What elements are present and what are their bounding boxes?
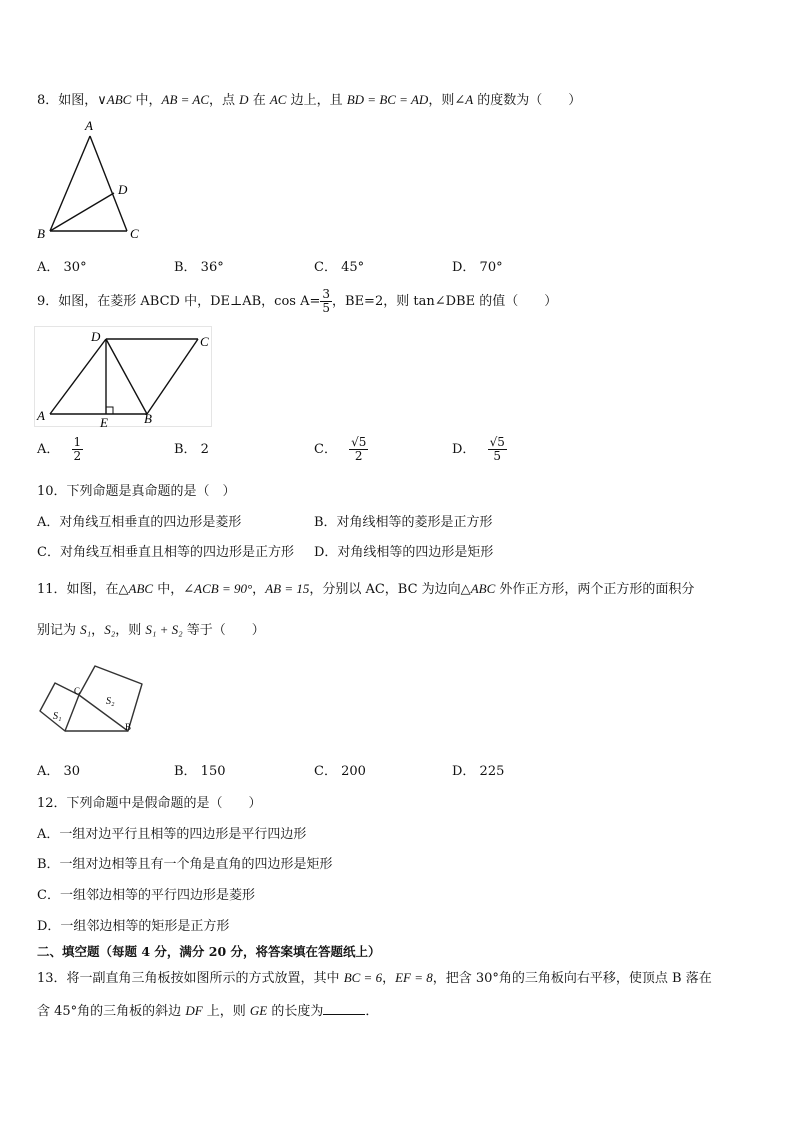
q11-angle-acb: ∠ACB = 90°	[183, 581, 253, 596]
q11-s1: S₁	[80, 622, 92, 637]
q8-stem-text: 边上，且	[286, 93, 347, 108]
q11-stem-text: ，	[252, 582, 266, 597]
q13-stem-line2	[37, 1000, 378, 1019]
q11-sum-expression: S₁ + S₂	[145, 622, 183, 637]
q8-label-d: D	[118, 182, 128, 197]
q8-triangle-figure	[30, 114, 150, 244]
q12-option-b: B．一组对边相等且有一个角是直角的四边形是矩形	[37, 857, 333, 872]
q8-label-b: B	[37, 226, 45, 241]
q11-option-c: C． 200	[314, 764, 366, 779]
q13-stem-text: ，	[382, 971, 396, 986]
q13-stem-text: ，把含 30°角的三角板向右平移，使顶点 B 落在	[432, 971, 712, 986]
q11-stem-text: ，分别以 AC，BC 为边向△	[309, 582, 471, 597]
q9-cos-fraction	[320, 288, 332, 315]
q11-ab-length: AB = 15	[265, 581, 310, 596]
q10-option-b: B．对角线相等的菱形是正方形	[314, 515, 493, 530]
q13-stem-text: 上，则	[202, 1004, 250, 1019]
q9-option-d-fraction	[488, 436, 507, 463]
q9-option-d-numerator: √5	[489, 435, 505, 449]
q13-segment-df: DF	[185, 1003, 203, 1018]
q13-bc-length: BC = 6	[343, 970, 383, 985]
q9-label-b: B	[144, 411, 152, 426]
q11-squares-figure	[36, 660, 148, 740]
q11-s2: S₂	[104, 622, 116, 637]
q8-option-d: D． 70°	[452, 260, 503, 275]
q9-option-c-numerator: √5	[351, 435, 367, 449]
q11-stem-text: 等于（ ）	[182, 623, 265, 638]
q11-option-d: D． 225	[452, 764, 505, 779]
q13-stem-text: 含 45°角的三角板的斜边	[37, 1004, 186, 1019]
q9-stem-text: 9．如图，在菱形 ABCD 中，DE⊥AB，	[37, 294, 275, 309]
q11-stem-text: 别记为	[37, 623, 81, 638]
q8-segment-ac: AC	[269, 92, 287, 107]
q13-answer-blank[interactable]	[323, 1002, 365, 1015]
q9-label-e: E	[100, 415, 108, 430]
q9-cos-label: cos A=	[274, 294, 321, 309]
q9-rhombus-figure	[34, 326, 216, 430]
q8-equation-bd-bc-ad: BD = BC = AD	[346, 92, 429, 107]
q9-stem-text: ，BE=2，则 tan∠DBE 的值（ ）	[332, 294, 558, 309]
q13-stem-text: 的长度为	[267, 1004, 324, 1019]
q8-stem-text: ，则∠	[428, 93, 466, 108]
q9-option-d-prefix: D．	[452, 442, 476, 457]
q10-option-c: C．对角线互相垂直且相等的四边形是正方形	[37, 545, 294, 560]
q11-label-s2: S₂	[106, 696, 115, 707]
q8-stem-text: 8．如图，	[37, 93, 98, 108]
q12-option-a: A．一组对边平行且相等的四边形是平行四边形	[37, 827, 307, 842]
q11-stem-text: 中，	[153, 582, 184, 597]
q9-option-b: B． 2	[174, 442, 209, 457]
q9-option-c-prefix: C．	[314, 442, 337, 457]
q13-segment-ge: GE	[249, 1003, 268, 1018]
q10-option-d: D．对角线相等的四边形是矩形	[314, 545, 494, 560]
q9-label-c: C	[200, 334, 209, 349]
q11-stem-line2	[37, 619, 265, 638]
section-2-heading: 二、填空题（每题 4 分，满分 20 分，将答案填在答题纸上）	[37, 944, 381, 959]
q9-option-c-denominator: 2	[354, 449, 363, 463]
q11-stem-text: 11．如图，在△	[37, 582, 129, 597]
q9-option-c-fraction	[349, 436, 368, 463]
q9-cos-denominator: 5	[322, 301, 331, 315]
q11-label-s1: S₁	[53, 711, 62, 722]
q12-option-c: C．一组邻边相等的平行四边形是菱形	[37, 888, 255, 903]
q10-stem: 10．下列命题是真命题的是（ ）	[37, 484, 236, 499]
q8-equation-ab-ac: AB = AC	[161, 92, 210, 107]
q11-option-a: A． 30	[37, 764, 81, 779]
q9-option-c	[314, 432, 368, 468]
q11-option-b: B． 150	[174, 764, 226, 779]
q9-option-a-prefix: A．	[37, 442, 60, 457]
q12-stem: 12．下列命题中是假命题的是（ ）	[37, 796, 262, 811]
q11-stem-text: ，则	[115, 623, 146, 638]
q8-angle-a: A	[465, 92, 474, 107]
q11-triangle-abc: ABC	[470, 581, 496, 596]
q8-stem	[37, 89, 581, 108]
q9-label-a: A	[37, 408, 45, 423]
q13-ef-length: EF = 8	[395, 970, 433, 985]
q13-stem-text: ．	[365, 1004, 379, 1019]
q9-cos-numerator: 3	[322, 287, 331, 301]
q11-label-c: C	[74, 686, 81, 696]
q11-stem-text: 外作正方形，两个正方形的面积分	[495, 582, 695, 597]
q12-option-d: D．一组邻边相等的矩形是正方形	[37, 919, 230, 934]
q9-option-a-numerator: 1	[73, 435, 82, 449]
q8-stem-text: 在	[248, 93, 270, 108]
q9-stem	[37, 288, 557, 316]
q10-option-a: A．对角线互相垂直的四边形是菱形	[37, 515, 242, 530]
q11-stem-text: ，	[91, 623, 105, 638]
q9-option-a	[37, 432, 83, 468]
q8-triangle-symbol: ∨ABC	[97, 92, 132, 107]
q9-label-d: D	[91, 329, 101, 344]
q11-label-b: B	[125, 722, 132, 732]
q8-option-b: B． 36°	[174, 260, 224, 275]
q8-option-c: C． 45°	[314, 260, 365, 275]
q9-option-d-denominator: 5	[493, 449, 502, 463]
q9-option-d	[452, 432, 507, 468]
q8-option-a: A． 30°	[37, 260, 87, 275]
q9-option-a-denominator: 2	[73, 449, 82, 463]
q8-stem-text: 中，	[131, 93, 162, 108]
q8-label-a: A	[85, 118, 93, 133]
q11-triangle-abc: ABC	[128, 581, 154, 596]
q13-stem-line1	[37, 967, 712, 986]
q11-stem-line1	[37, 578, 694, 597]
q8-label-c: C	[130, 226, 139, 241]
q9-option-a-fraction	[72, 436, 84, 463]
q8-stem-text: 的度数为（ ）	[473, 93, 582, 108]
q13-stem-text: 13．将一副直角三角板按如图所示的方式放置，其中	[37, 971, 344, 986]
q8-stem-text: ，点	[209, 93, 240, 108]
q8-point-d: D	[239, 92, 249, 107]
